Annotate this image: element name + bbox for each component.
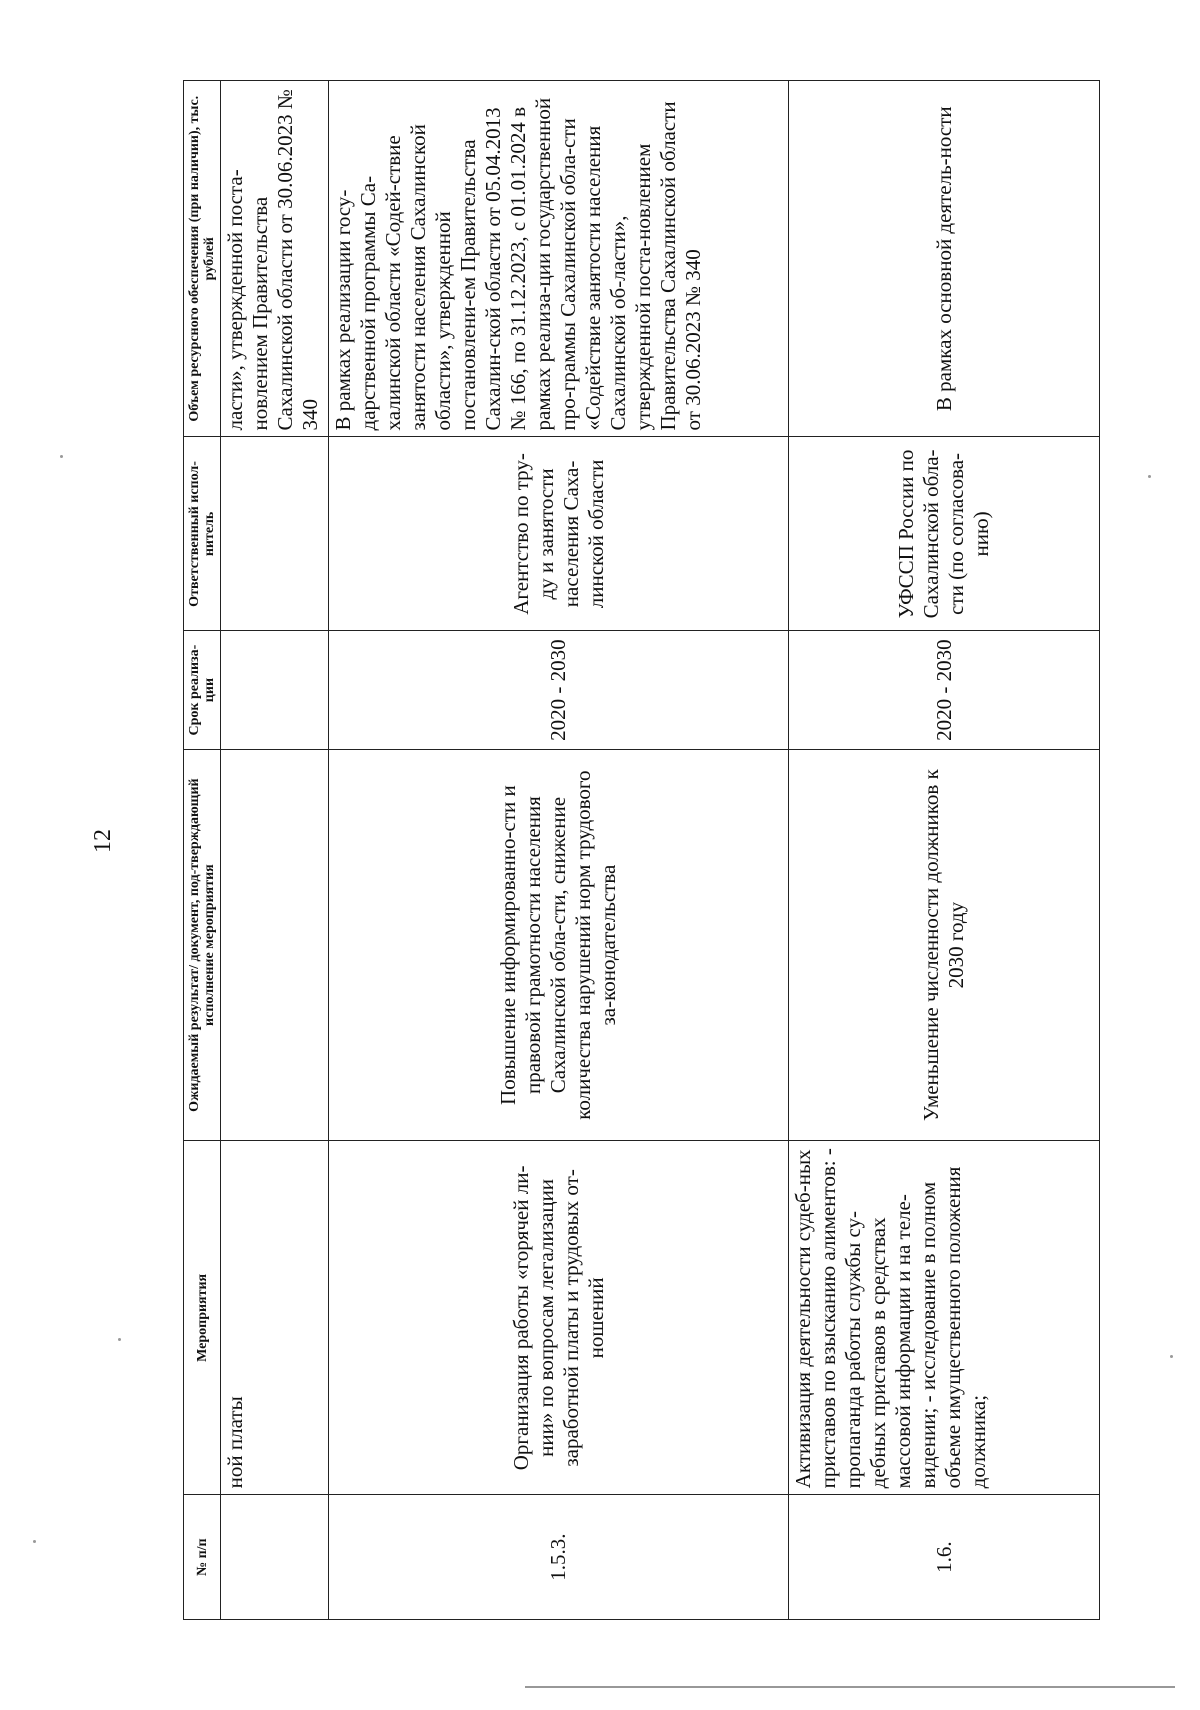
row-event: Активизация деятельности судеб-ных приставов по взысканию алиментов: - пропаганда работы службы су-дебных приставов в средствах массовой информации и на теле-видении; - исследование в полном объеме имущественного положения должника; xyxy=(789,1141,1100,1495)
header-result: Ожидаемый результат/ документ, под-тверждающий исполнение мероприятия xyxy=(184,749,221,1141)
header-num: № п/п xyxy=(184,1495,221,1620)
scan-speck xyxy=(118,1338,121,1341)
row-responsible: УФССП России по Сахалинской обла-сти (по согласова-нию) xyxy=(789,437,1100,631)
table-header-row xyxy=(184,81,221,1620)
row-term: 2020 - 2030 xyxy=(789,631,1100,749)
measures-table xyxy=(183,80,1100,1620)
row-result: Уменьшение численности должников к 2030 году xyxy=(789,749,1100,1141)
header-term: Срок реализа-ции xyxy=(184,631,221,749)
page-number: 12 xyxy=(90,829,116,853)
row-responsible: Агентство по тру-ду и занятости населения Саха-линской области xyxy=(329,437,789,631)
row-event: Организация работы «горячей ли-нии» по вопросам легализации заработной платы и трудовых от-ношений xyxy=(329,1141,789,1495)
row-num xyxy=(221,1495,329,1620)
header-event: Мероприятия xyxy=(184,1141,221,1495)
row-result: Повышение информированно-сти и правовой грамотности населения Сахалинской обла-сти, снижение количества нарушений норм трудового за-конодательства xyxy=(329,749,789,1141)
table-row xyxy=(329,81,789,1620)
header-funding: Объем ресурсного обеспечения (при наличии), тыс. рублей xyxy=(184,81,221,437)
table-row xyxy=(789,81,1100,1620)
row-term xyxy=(221,631,329,749)
scan-artifact-line xyxy=(525,1686,1175,1688)
row-responsible xyxy=(221,437,329,631)
row-funding: В рамках реализации госу-дарственной программы Са-халинской области «Содей-ствие занятости населения Сахалинской области», утвержденной постановлени-ем Правительства Сахалин-ской области от 05.04.2013 № 166, по 31.12.2023, с 01.01.2024 в рамках реализа-ции государственной про-граммы Сахалинской обла-сти «Содействие занятости населения Сахалинской об-ласти», утвержденной поста-новлением Правительства Сахалинской области от 30.06.2023 № 340 xyxy=(329,81,789,437)
row-term: 2020 - 2030 xyxy=(329,631,789,749)
header-responsible: Ответственный испол-нитель xyxy=(184,437,221,631)
row-event: ной платы xyxy=(221,1141,329,1495)
row-num: 1.6. xyxy=(789,1495,1100,1620)
scan-speck xyxy=(60,455,63,458)
scan-speck xyxy=(1170,1355,1173,1358)
scan-speck xyxy=(1148,475,1151,478)
table-wrapper xyxy=(183,80,1100,1620)
row-result xyxy=(221,749,329,1141)
scan-speck xyxy=(33,1540,36,1543)
row-funding: В рамках основной деятель-ности xyxy=(789,81,1100,437)
row-num: 1.5.3. xyxy=(329,1495,789,1620)
row-funding: ласти», утвержденной поста-новлением Правительства Сахалинской области от 30.06.2023 № 340 xyxy=(221,81,329,437)
table-row xyxy=(221,81,329,1620)
